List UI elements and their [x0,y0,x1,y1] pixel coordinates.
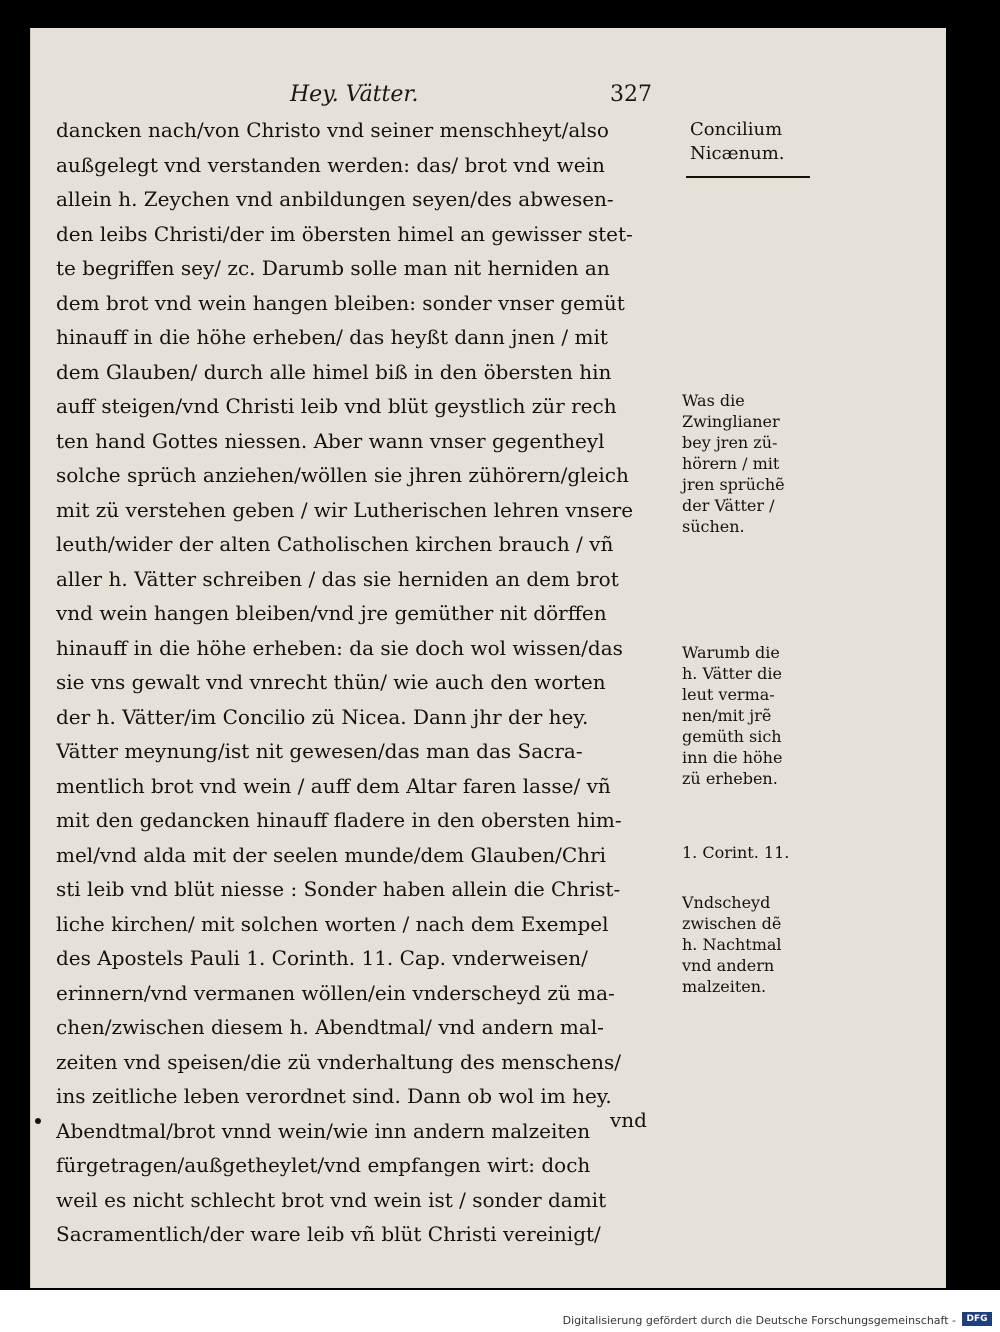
text-line: aller h. Vätter schreiben / das sie herniden an dem brot [56,566,619,591]
margin-note-line: h. Vätter die [682,664,782,683]
margin-note-line: jren sprüchẽ [682,475,785,494]
text-line: fürgetragen/außgetheylet/vnd empfangen wirt: doch [56,1153,591,1177]
text-line: der h. Vätter/im Concilio zü Nicea. Dann jhr der hey. [56,704,589,729]
text-line: sie vns gewalt vnd vnrecht thün/ wie auch den worten [56,670,606,694]
margin-note-line: Was die [682,391,745,410]
text-line: hinauff in die höhe erheben/ das heyßt dann jnen / mit [56,325,608,349]
text-line: mentlich brot vnd wein / auff dem Altar faren lasse/ vñ [56,773,611,798]
margin-note-concilium [690,118,784,166]
catchword: vnd [610,1108,647,1132]
margin-note-line: der Vätter / [682,496,775,515]
text-line: dancken nach/von Christo vnd seiner menschheyt/also [56,118,609,142]
margin-note-line: Vndscheyd [682,893,771,912]
text-line: Abendtmal/brot vnnd wein/wie inn andern malzeiten [56,1118,591,1143]
margin-note-line: nen/mit jrẽ [682,706,772,725]
text-line: zeiten vnd speisen/die zü vnderhaltung des menschens/ [56,1049,621,1074]
text-line: hinauff in die höhe erheben: da sie doch wol wissen/das [56,635,623,660]
margin-note-line: 1. Corint. 11. [682,843,790,862]
text-line: auff steigen/vnd Christi leib vnd blüt geystlich zür rech [56,394,617,418]
funding-notice: Digitalisierung gefördert durch die Deutsche Forschungsgemeinschaft - [562,1314,956,1327]
ink-dot [35,1118,41,1124]
margin-note-line: Warumb die [682,643,780,662]
text-line: liche kirchen/ mit solchen worten / nach dem Exempel [56,911,609,936]
text-line: solche sprüch anziehen/wöllen sie jhren zühörern/gleich [56,463,629,487]
text-line: ten hand Gottes niessen. Aber wann vnser gegentheyl [56,428,605,453]
text-line: mit den gedancken hinauff fladere in den obersten him- [56,808,622,832]
margin-note-line: inn die höhe [682,748,783,767]
text-line: weil es nicht schlecht brot vnd wein ist / sonder damit [56,1187,607,1212]
text-line: ins zeitliche leben verordnet sind. Dann ob wol im hey. [56,1084,612,1108]
margin-note-rule [686,176,810,178]
margin-note-line: Zwinglianer [682,412,780,431]
margin-note-line: h. Nachtmal [682,935,782,954]
text-line: mel/vnd alda mit der seelen munde/dem Glauben/Chri [56,842,607,867]
text-line: chen/zwischen diesem h. Abendtmal/ vnd andern mal- [56,1015,604,1039]
text-line: den leibs Christi/der im öbersten himel an gewisser stet- [56,221,633,246]
margin-note-line: zwischen dẽ [682,914,782,933]
margin-note-line: vnd andern [682,956,775,975]
running-head-title: Hey. Vätter. [290,82,419,107]
margin-note-line: Nicænum. [690,143,785,164]
margin-note-line: zü erheben. [682,769,778,788]
text-line: außgelegt vnd verstanden werden: das/ brot vnd wein [56,152,605,177]
margin-note-zwinglianer [682,390,785,537]
text-line: te begriffen sey/ zc. Darumb solle man nit herniden an [56,256,610,280]
text-line: vnd wein hangen bleiben/vnd jre gemüther nit dörffen [56,601,607,625]
margin-note-warumb [682,642,782,789]
text-line: erinnern/vnd vermanen wöllen/ein vnderscheyd zü ma- [56,980,615,1005]
text-line: dem brot vnd wein hangen bleiben: sonder vnser gemüt [56,290,625,315]
page-number: 327 [610,82,652,107]
margin-note-line: malzeiten. [682,977,767,996]
text-line: leuth/wider der alten Catholischen kirchen brauch / vñ [56,532,614,556]
text-line: mit zü verstehen geben / wir Lutherischen lehren vnsere [56,497,634,522]
text-line: des Apostels Pauli 1. Corinth. 11. Cap. vnderweisen/ [56,946,588,970]
text-line: Sacramentlich/der ware leib vñ blüt Christi vereinigt/ [56,1222,601,1246]
margin-note-line: bey jren zü- [682,433,778,452]
margin-note-line: Concilium [690,119,783,140]
body-text [56,113,686,1252]
text-line: allein h. Zeychen vnd anbildungen seyen/des abwesen- [56,187,614,211]
text-line: dem Glauben/ durch alle himel biß in den öbersten hin [56,359,612,384]
text-line: Vätter meynung/ist nit gewesen/das man das Sacra- [56,739,583,763]
dfg-logo: DFG [962,1312,992,1326]
margin-note-line: süchen. [682,517,745,536]
running-head [0,60,1000,110]
footer-bar [0,1290,1000,1332]
margin-note-vndscheyd [682,892,782,997]
margin-note-line: leut verma- [682,685,775,704]
text-line: sti leib vnd blüt niesse : Sonder haben allein die Christ- [56,877,621,901]
margin-note-corinth [682,842,789,863]
margin-note-line: hörern / mit [682,454,780,473]
margin-note-line: gemüth sich [682,727,782,746]
